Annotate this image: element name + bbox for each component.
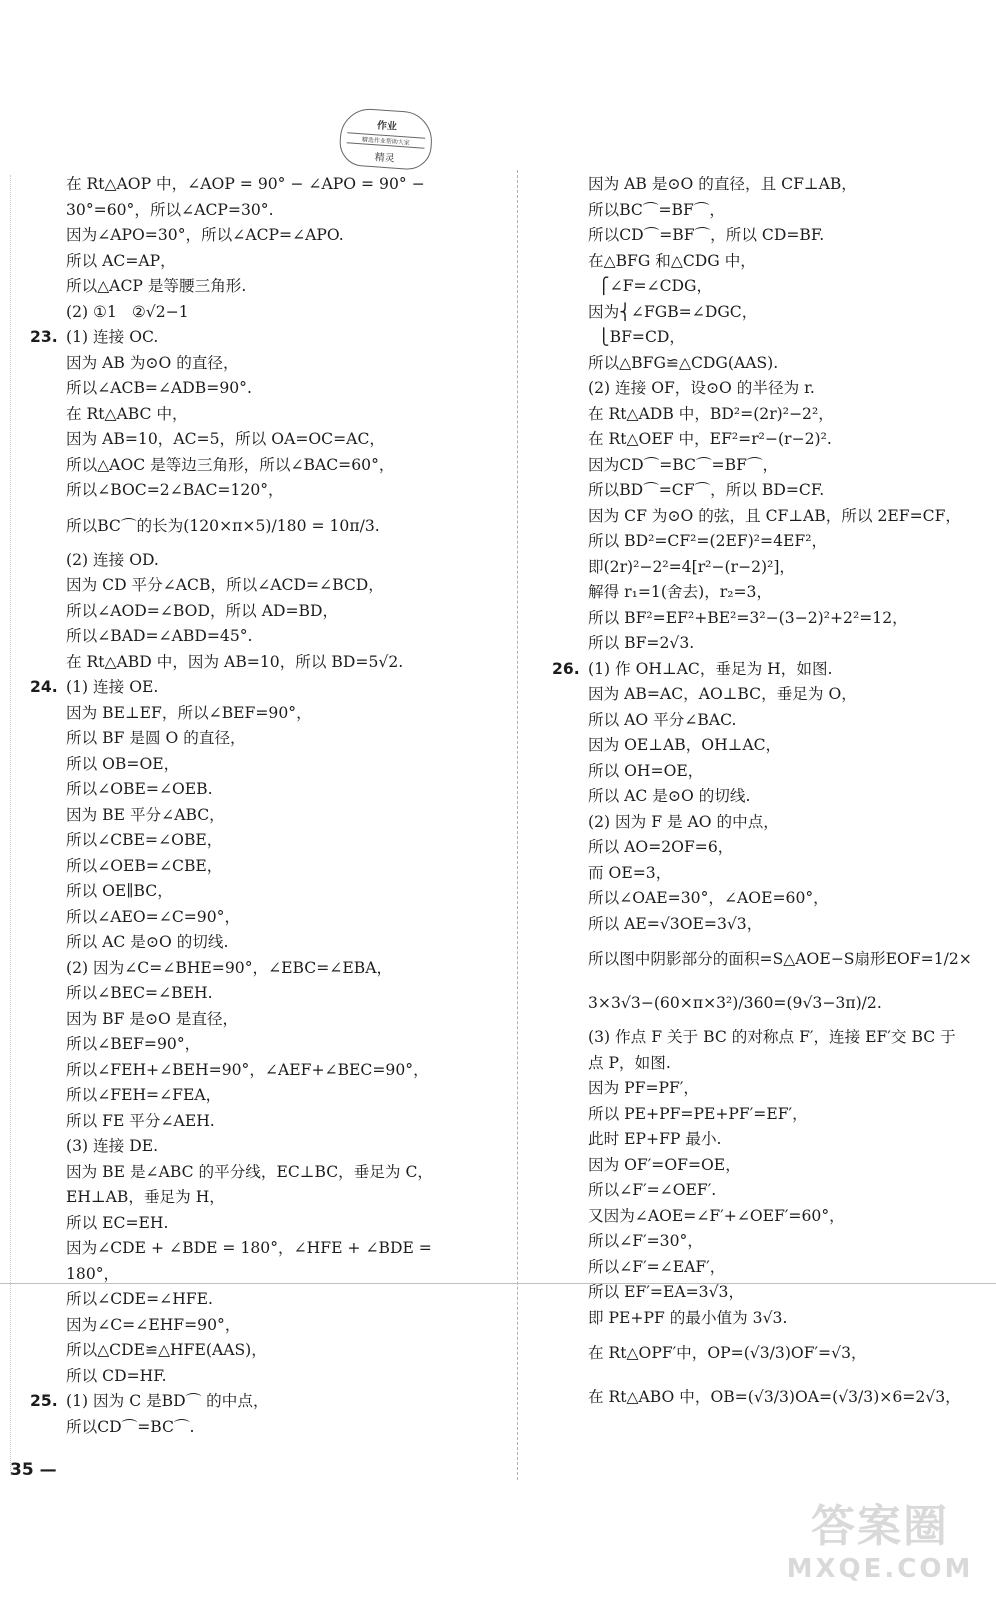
answer-line [552, 1229, 977, 1255]
answer-text: 在 Rt△ABO 中，OB=(√3/3)OA=(√3/3)×6=2√3， [588, 1388, 961, 1406]
answer-line [552, 529, 977, 555]
answer-line [30, 854, 500, 880]
answer-text: 所以∠BEC=∠BEH. [66, 984, 213, 1002]
answer-text: EH⊥AB，垂足为 H， [66, 1188, 225, 1206]
answer-line [30, 828, 500, 854]
answer-text: 所以∠FEH+∠BEH=90°，∠AEF+∠BEC=90°， [66, 1060, 429, 1079]
answer-text: (1) 作 OH⊥AC，垂足为 H，如图. [588, 659, 833, 678]
answer-line [552, 759, 977, 785]
answer-text: 而 OE=3， [588, 863, 672, 882]
answer-text: 所以 PE+PF=PE+PF′=EF′， [588, 1104, 808, 1123]
answer-text: 因为⎨∠FGB=∠DGC， [588, 302, 758, 321]
answer-line [552, 249, 977, 275]
answer-line [552, 835, 977, 861]
answer-line [30, 726, 500, 752]
answer-text: 所以∠F′=30°， [588, 1232, 703, 1250]
horizontal-rule [0, 1283, 996, 1284]
answer-line [30, 376, 500, 402]
watermark-line1: 答案圈 [811, 1501, 949, 1552]
answer-line [30, 701, 500, 727]
question-number: 26. [552, 659, 580, 678]
answer-line [552, 376, 977, 402]
answer-text: 此时 EP+FP 最小. [588, 1130, 722, 1148]
answer-text: 所以∠F′=∠OEF′. [588, 1181, 717, 1199]
answer-text: 所以CD⌒=BF⌒，所以 CD=BF. [588, 226, 825, 244]
answer-text: 因为 BF 是⊙O 是直径， [66, 1009, 239, 1028]
answer-text: 在 Rt△ADB 中，BD²=(2r)²−2²， [588, 404, 834, 423]
answer-text: 所以∠F′=∠EAF′， [588, 1257, 726, 1276]
answer-text: 解得 r₁=1(舍去)，r₂=3， [588, 583, 773, 601]
answer-text: 所以 OH=OE， [588, 761, 704, 780]
answer-text: 所以 AC 是⊙O 的切线. [588, 787, 751, 805]
answer-line [552, 504, 977, 530]
answer-line [30, 1058, 500, 1084]
answer-text: 所以 OE∥BC， [66, 882, 173, 900]
answer-line [30, 325, 500, 351]
answer-line [30, 1032, 500, 1058]
answer-line [30, 198, 500, 224]
answer-text: 即 PE+PF 的最小值为 3√3. [588, 1308, 788, 1327]
answer-text: 因为 OE⊥AB，OH⊥AC， [588, 736, 782, 754]
answer-line [552, 1255, 977, 1281]
answer-line [30, 981, 500, 1007]
answer-line [30, 930, 500, 956]
watermark [780, 1490, 980, 1590]
answer-text: 因为 CF 为⊙O 的弦，且 CF⊥AB，所以 2EF=CF， [588, 506, 961, 525]
answer-text: (2) 因为∠C=∠BHE=90°，∠EBC=∠EBA， [66, 958, 393, 977]
answer-text: 点 P，如图. [588, 1053, 671, 1072]
answer-line [552, 912, 977, 938]
answer-text: 所以△CDE≌△HFE(AAS)， [66, 1341, 267, 1359]
answer-line [552, 1204, 977, 1230]
answer-text: 所以 CD=HF. [66, 1366, 167, 1385]
question-number: 25. [30, 1392, 58, 1410]
answer-line [30, 1236, 500, 1262]
watermark-line2: MXQE.COM [786, 1554, 974, 1584]
answer-line [30, 548, 500, 574]
answer-text: 在 Rt△OEF 中，EF²=r²−(r−2)². [588, 430, 832, 448]
answer-line [552, 172, 977, 198]
answer-line [552, 402, 977, 428]
answer-line [30, 1389, 500, 1415]
answer-text: (3) 连接 DE. [66, 1137, 159, 1155]
answer-text: 所以∠OEB=∠CBE， [66, 856, 223, 875]
right-column [552, 172, 977, 1419]
answer-text: 因为 BE⊥EF，所以∠BEF=90°， [66, 703, 312, 722]
answer-text: 在 Rt△AOP 中，∠AOP = 90° − ∠APO = 90° − [66, 175, 425, 193]
answer-text: 3×3√3−(60×π×3²)/360=(9√3−3π)/2. [588, 994, 882, 1012]
question-number: 24. [30, 678, 58, 696]
answer-line [552, 810, 977, 836]
answer-text: 因为∠CDE + ∠BDE = 180°，∠HFE + ∠BDE = [66, 1239, 432, 1257]
answer-text: (1) 连接 OE. [66, 678, 159, 696]
answer-text: 所以∠CDE=∠HFE. [66, 1290, 213, 1308]
page-number: 35 — [10, 1460, 57, 1480]
answer-text: 所以 EF′=EA=3√3， [588, 1283, 745, 1301]
answer-text: 所以CD⌒=BC⌒. [66, 1417, 195, 1436]
stamp-middle: 精选作业帮助大家 [347, 132, 426, 148]
answer-text: 所以BC⌒=BF⌒， [588, 200, 725, 219]
answer-line [30, 1415, 500, 1441]
answer-text: 因为 AB 为⊙O 的直径， [66, 353, 239, 372]
answer-text: 所以 EC=EH. [66, 1213, 169, 1232]
answer-text: 因为 CD 平分∠ACB，所以∠ACD=∠BCD， [66, 576, 384, 594]
answer-line [30, 905, 500, 931]
answer-line [30, 402, 500, 428]
answer-line [552, 351, 977, 377]
answer-line [552, 937, 977, 981]
answer-text: 所以∠FEH=∠FEA， [66, 1086, 222, 1104]
answer-line [30, 172, 500, 198]
answer-text: 所以∠CBE=∠OBE， [66, 831, 223, 849]
answer-line [30, 351, 500, 377]
answer-line [30, 573, 500, 599]
answer-text: (2) ①1 ②√2−1 [66, 302, 189, 321]
answer-line [30, 300, 500, 326]
answer-text: (2) 连接 OF，设⊙O 的半径为 r. [588, 379, 815, 397]
answer-text: 所以 BF²=EF²+BE²=3²−(3−2)²+2²=12， [588, 608, 908, 627]
answer-text: 因为 OF′=OF=OE， [588, 1155, 741, 1174]
answer-text: 所以 FE 平分∠AEH. [66, 1111, 215, 1130]
answer-text: 所以 BF=2√3. [588, 634, 695, 652]
answer-line [552, 300, 977, 326]
answer-text: 所以∠AEO=∠C=90°， [66, 907, 241, 926]
answer-line [30, 223, 500, 249]
answer-line [552, 1331, 977, 1375]
answer-text: 在 Rt△ABD 中，因为 AB=10，所以 BD=5√2. [66, 652, 404, 671]
answer-line [552, 657, 977, 683]
answer-text: 又因为∠AOE=∠F′+∠OEF′=60°， [588, 1206, 845, 1225]
answer-line [30, 956, 500, 982]
answer-text: 所以∠BOC=2∠BAC=120°， [66, 481, 284, 499]
answer-text: 所以 AC 是⊙O 的切线. [66, 933, 229, 951]
answer-text: 所以∠BAD=∠ABD=45°. [66, 627, 253, 645]
answer-text: 因为 BE 是∠ABC 的平分线，EC⊥BC，垂足为 C， [66, 1162, 433, 1181]
answer-text: ⎩BF=CD， [588, 328, 685, 346]
answer-line [552, 274, 977, 300]
answer-text: 所以∠BEF=90°， [66, 1035, 201, 1053]
answer-text: (1) 因为 C 是BD⌒ 的中点， [66, 1392, 269, 1410]
answer-text: 所以 BF 是圆 O 的直径， [66, 729, 246, 747]
answer-line [30, 504, 500, 548]
answer-text: 所以 OB=OE， [66, 754, 180, 773]
answer-text: 因为 AB=10，AC=5，所以 OA=OC=AC， [66, 430, 385, 448]
answer-line [30, 879, 500, 905]
answer-line [30, 803, 500, 829]
answer-line [552, 427, 977, 453]
answer-text: 因为 AB 是⊙O 的直径，且 CF⊥AB， [588, 175, 857, 193]
answer-text: 因为 BE 平分∠ABC， [66, 805, 225, 824]
answer-text: 所以∠AOD=∠BOD，所以 AD=BD， [66, 601, 339, 620]
answer-line [552, 325, 977, 351]
answer-line [30, 1211, 500, 1237]
header-stamp [338, 107, 434, 171]
answer-text: 因为 PF=PF′， [588, 1079, 699, 1097]
answer-line [552, 1102, 977, 1128]
answer-line [30, 1287, 500, 1313]
answer-text: 所以∠ACB=∠ADB=90°. [66, 379, 252, 397]
answer-text: 所以图中阴影部分的面积=S△AOE−S扇形EOF=1/2× [588, 950, 972, 968]
answer-text: 所以BD⌒=CF⌒，所以 BD=CF. [588, 481, 825, 499]
answer-text: (3) 作点 F 关于 BC 的对称点 F′，连接 EF′交 BC 于 [588, 1028, 956, 1046]
answer-line [30, 453, 500, 479]
answer-text: 即(2r)²−2²=4[r²−(r−2)²]， [588, 557, 796, 576]
answer-line [552, 886, 977, 912]
answer-line [30, 752, 500, 778]
answer-text: 在△BFG 和△CDG 中， [588, 251, 756, 270]
answer-line [552, 1375, 977, 1419]
answer-text: ⎧∠F=∠CDG， [588, 277, 713, 295]
answer-line [30, 1134, 500, 1160]
answer-text: 因为 AB=AC，AO⊥BC，垂足为 O， [588, 685, 857, 703]
answer-text: 180°， [66, 1264, 120, 1283]
answer-line [552, 478, 977, 504]
left-column [30, 172, 500, 1440]
answer-text: 所以△BFG≌△CDG(AAS). [588, 353, 779, 372]
answer-line [30, 249, 500, 275]
answer-text: 所以 AE=√3OE=3√3， [588, 914, 763, 933]
answer-line [552, 1178, 977, 1204]
answer-line [30, 427, 500, 453]
answer-text: 所以 AO=2OF=6， [588, 838, 734, 856]
stamp-top: 作业 [376, 120, 398, 133]
answer-text: 所以 BD²=CF²=(2EF)²=4EF²， [588, 532, 828, 550]
answer-text: (2) 连接 OD. [66, 550, 159, 569]
answer-line [30, 777, 500, 803]
answer-text: 所以∠OBE=∠OEB. [66, 780, 213, 798]
binding-edge [10, 175, 11, 1475]
answer-line [30, 1364, 500, 1390]
stamp-bottom: 精灵 [374, 152, 395, 165]
answer-line [552, 198, 977, 224]
answer-line [552, 981, 977, 1025]
answer-line [552, 1127, 977, 1153]
answer-text: 30°=60°，所以∠ACP=30°. [66, 200, 274, 219]
answer-text: 因为CD⌒=BC⌒=BF⌒， [588, 455, 779, 474]
answer-line [30, 478, 500, 504]
answer-text: 因为∠C=∠EHF=90°， [66, 1315, 241, 1334]
answer-line [30, 1185, 500, 1211]
answer-text: 在 Rt△ABC 中， [66, 404, 188, 423]
answer-line [552, 631, 977, 657]
answer-line [552, 784, 977, 810]
answer-line [552, 580, 977, 606]
answer-line [30, 1338, 500, 1364]
answer-line [30, 650, 500, 676]
question-number: 23. [30, 328, 58, 346]
answer-text: 所以BC⌒的长为(120×π×5)/180 = 10π/3. [66, 516, 380, 535]
answer-line [30, 599, 500, 625]
answer-line [552, 708, 977, 734]
answer-line [552, 733, 977, 759]
answer-line [552, 682, 977, 708]
answer-text: 所以 AO 平分∠BAC. [588, 710, 737, 729]
answer-line [552, 1051, 977, 1077]
answer-line [552, 1025, 977, 1051]
answer-line [552, 1306, 977, 1332]
answer-text: 所以△ACP 是等腰三角形. [66, 277, 247, 295]
answer-text: 在 Rt△OPF′中，OP=(√3/3)OF′=√3， [588, 1344, 867, 1362]
answer-line [30, 1083, 500, 1109]
answer-text: (1) 连接 OC. [66, 328, 159, 346]
answer-line [552, 223, 977, 249]
answer-line [30, 274, 500, 300]
answer-text: 所以 AC=AP， [66, 251, 176, 270]
answer-line [552, 1153, 977, 1179]
answer-line [30, 1313, 500, 1339]
answer-line [552, 555, 977, 581]
answer-text: 所以∠OAE=30°，∠AOE=60°， [588, 889, 829, 907]
answer-line [30, 675, 500, 701]
answer-line [552, 453, 977, 479]
answer-line [552, 606, 977, 632]
answer-line [552, 861, 977, 887]
answer-text: 所以△AOC 是等边三角形，所以∠BAC=60°， [66, 455, 395, 474]
answer-line [552, 1076, 977, 1102]
answer-line [30, 1109, 500, 1135]
answer-text: (2) 因为 F 是 AO 的中点， [588, 812, 779, 831]
answer-line [30, 1160, 500, 1186]
answer-line [30, 1007, 500, 1033]
answer-text: 因为∠APO=30°，所以∠ACP=∠APO. [66, 226, 344, 244]
answer-line [30, 624, 500, 650]
